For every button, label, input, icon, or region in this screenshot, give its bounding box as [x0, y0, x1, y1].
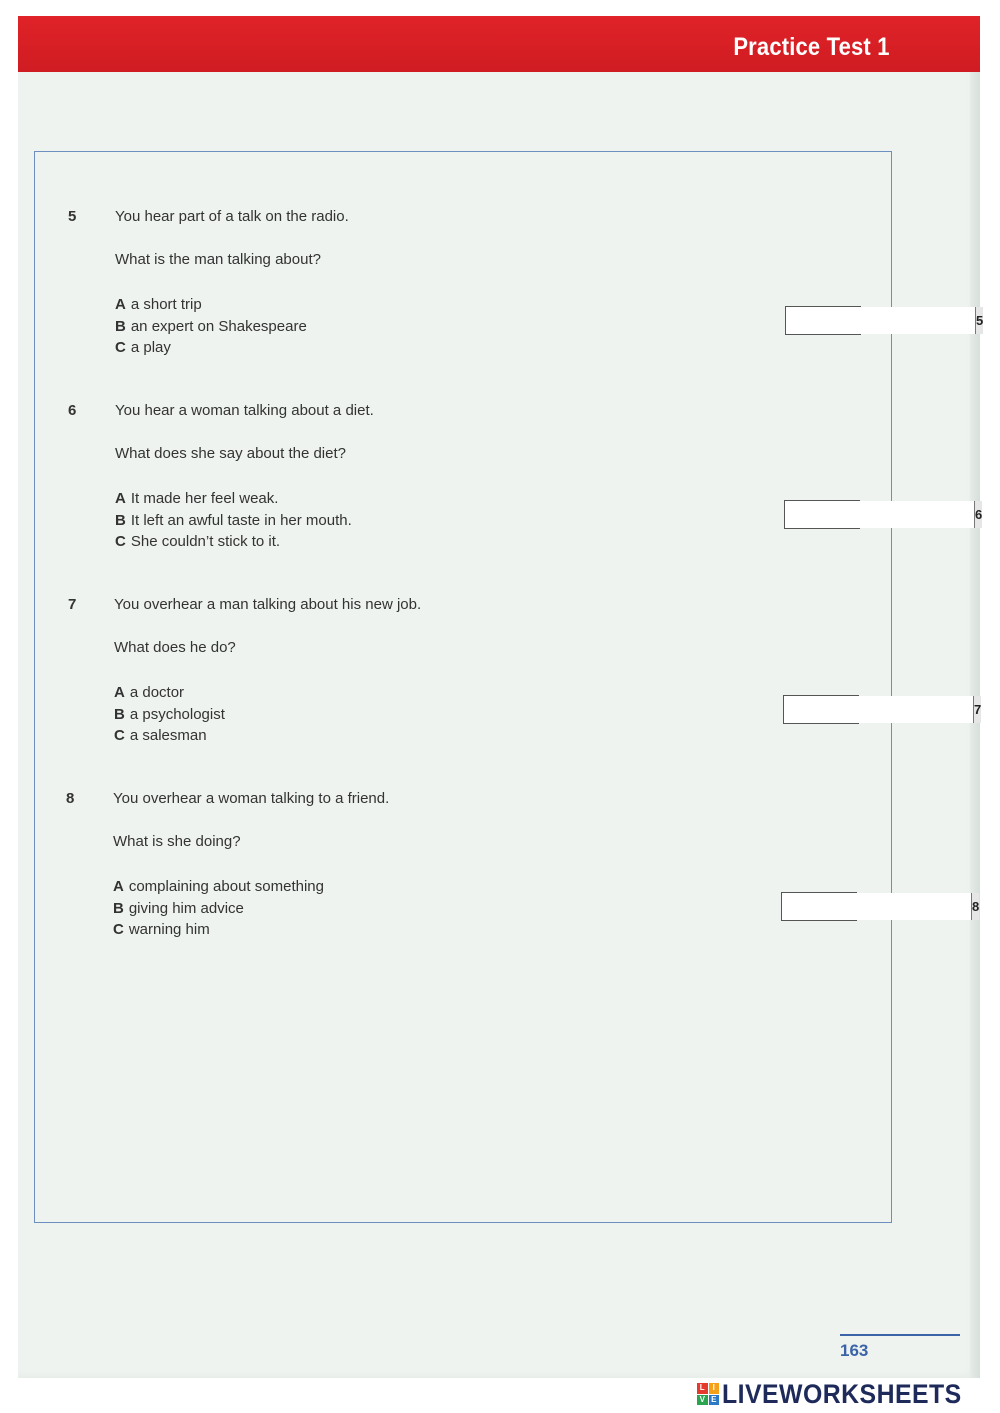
answer-box-label: 5 [975, 307, 983, 334]
question-prompt: You hear a woman talking about a diet. [115, 402, 374, 419]
answer-input-6[interactable] [785, 501, 974, 528]
option-a: A It made her feel weak. [115, 490, 279, 507]
options-list [115, 488, 352, 553]
question-text: What is the man talking about? [115, 251, 321, 268]
answer-box-7 [783, 695, 982, 724]
option-c: C She couldn’t stick to it. [115, 533, 281, 550]
question-prompt: You overhear a woman talking to a friend. [113, 790, 390, 807]
option-a: A a short trip [115, 296, 202, 313]
option-c: C warning him [113, 921, 210, 938]
question-text: What does she say about the diet? [115, 445, 346, 462]
question-number: 8 [66, 790, 75, 807]
question-text: What does he do? [114, 639, 236, 656]
option-b: B a psychologist [114, 705, 225, 723]
answer-box-6 [784, 500, 983, 529]
answer-box-label: 6 [974, 501, 982, 528]
watermark-text: LIVEWORKSHEETS [722, 1378, 962, 1409]
answer-box-5 [785, 306, 984, 335]
answer-box-label: 8 [971, 893, 979, 920]
answer-box-label: 7 [973, 696, 981, 723]
liveworksheets-logo-icon: L I V E [697, 1383, 719, 1405]
question-prompt: You hear part of a talk on the radio. [115, 208, 349, 225]
answer-input-5[interactable] [786, 307, 975, 334]
question-text: What is she doing? [113, 833, 241, 850]
page-number-rule [840, 1334, 960, 1336]
question-number: 6 [68, 402, 77, 419]
option-b: B It left an awful taste in her mouth. [115, 511, 352, 529]
worksheet-page [18, 16, 984, 1378]
option-a: A complaining about something [113, 878, 324, 895]
options-list [114, 682, 225, 747]
option-a: A a doctor [114, 684, 185, 701]
questions-frame [34, 151, 984, 1223]
page-number: 163 [840, 1341, 869, 1360]
header-band [18, 16, 980, 72]
answer-input-8[interactable] [782, 893, 971, 920]
question-number: 7 [68, 596, 77, 613]
question-prompt: You overhear a man talking about his new job. [114, 596, 422, 613]
option-c: C a salesman [114, 727, 207, 744]
option-c: C a play [115, 339, 171, 356]
answer-input-7[interactable] [784, 696, 973, 723]
option-b: B giving him advice [113, 899, 244, 917]
option-b: B an expert on Shakespeare [115, 317, 307, 335]
page-title: Practice Test 1 [733, 33, 890, 61]
question-number: 5 [68, 208, 77, 225]
options-list [115, 294, 307, 359]
options-list [113, 876, 324, 941]
liveworksheets-watermark [697, 1380, 983, 1408]
answer-box-8 [781, 892, 980, 921]
